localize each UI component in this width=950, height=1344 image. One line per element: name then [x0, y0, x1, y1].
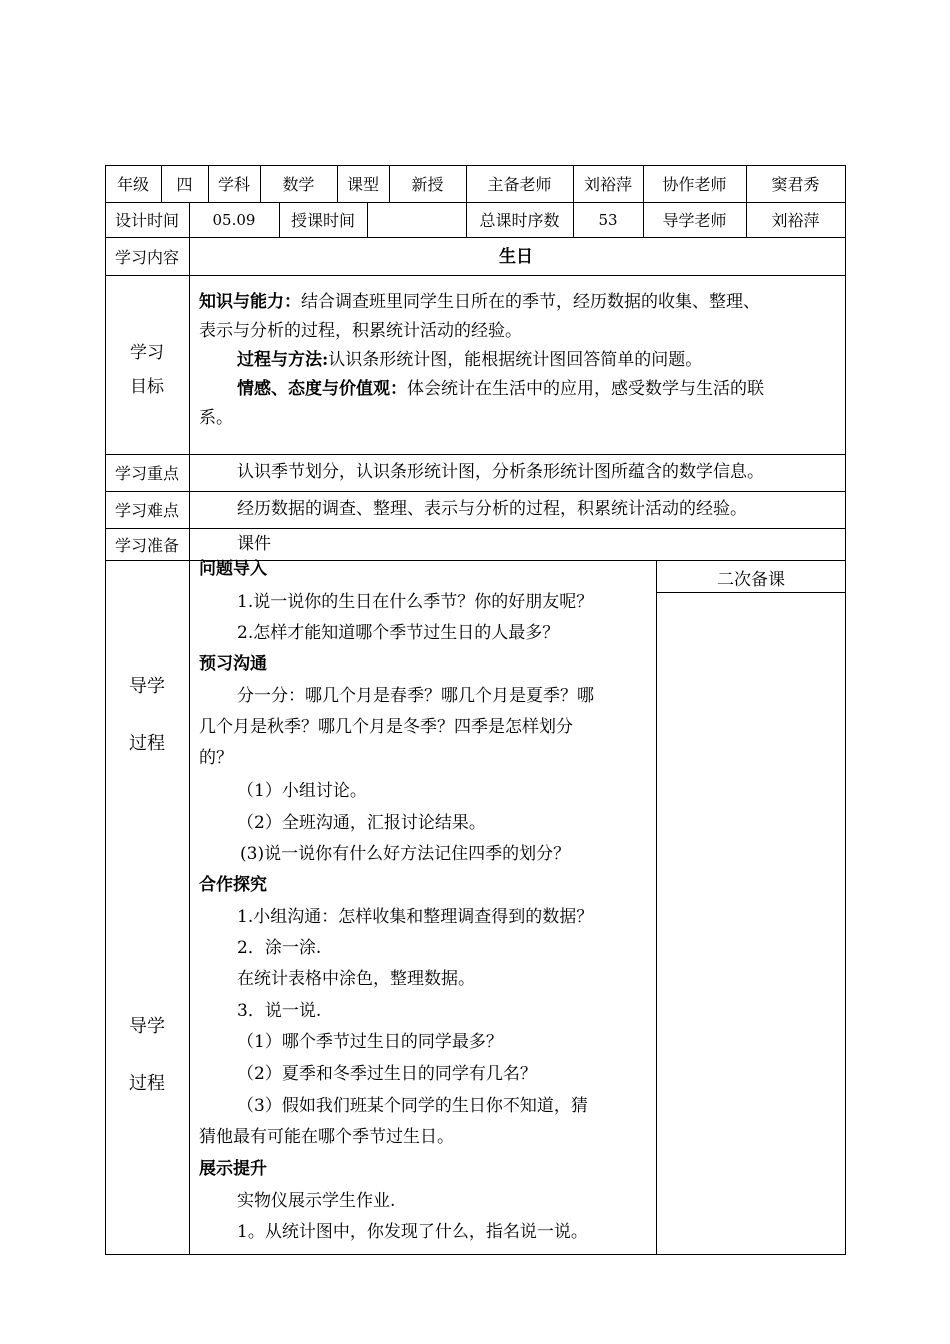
grade-label: 年级 — [116, 175, 149, 194]
process-label-1a: 导学 — [129, 676, 165, 697]
prep-label: 学习准备 — [114, 535, 179, 555]
goal-emotion-text: 体会统计在生活中的应用，感受数学与生活的联 — [407, 379, 764, 399]
goal-process-head: 过程与方法: — [237, 350, 329, 370]
goals-label-1: 学习 — [130, 343, 164, 363]
process-line: （2）夏季和冬季过生日的同学有几名？ — [237, 1064, 537, 1084]
period-value: 53 — [598, 210, 618, 229]
lesson-title: 生日 — [499, 247, 533, 267]
process-line: （3）假如我们班某个同学的生日你不知道，猜 — [237, 1096, 588, 1116]
main-teacher-label: 主备老师 — [487, 175, 552, 194]
difficulty-value: 经历数据的调查、整理、表示与分析的过程，积累统计活动的经验。 — [237, 499, 747, 519]
process-line: 实物仪展示学生作业. — [237, 1191, 396, 1211]
goal-knowledge-line — [199, 287, 760, 318]
focus-label: 学习重点 — [114, 464, 179, 483]
table-border — [656, 592, 846, 593]
process-label-2a: 导学 — [129, 1016, 165, 1037]
process-line: 2．涂一涂. — [237, 938, 322, 958]
table-border — [189, 237, 190, 1255]
goal-process-text: 认识条形统计图，能根据统计图回答简单的问题。 — [328, 350, 703, 370]
process-line: （1）小组讨论。 — [237, 781, 367, 801]
design-time-label: 设计时间 — [114, 211, 179, 230]
design-time-value: 05.09 — [212, 210, 256, 229]
process-line: 在统计表格中涂色，整理数据。 — [237, 969, 475, 989]
co-teacher-label: 协作老师 — [662, 175, 727, 194]
goal-emotion-line — [237, 374, 764, 405]
lesson-type-value: 新授 — [411, 175, 444, 194]
section-heading: 预习沟通 — [199, 654, 267, 674]
process-label-2b: 过程 — [129, 1073, 165, 1094]
process-line: 1.说一说你的生日在什么季节？你的好朋友呢？ — [237, 592, 594, 612]
table-border — [105, 454, 846, 455]
lesson-type-label: 课型 — [346, 175, 379, 194]
teach-time-value — [367, 202, 466, 237]
process-line: 1.小组沟通：怎样收集和整理调查得到的数据？ — [237, 907, 594, 927]
table-border — [105, 528, 846, 529]
table-border — [656, 560, 657, 1255]
second-prep-header: 二次备课 — [717, 569, 785, 590]
period-label: 总课时序数 — [479, 211, 560, 230]
goal-knowledge-text-2: 表示与分析的过程，积累统计活动的经验。 — [199, 321, 522, 341]
subject-label: 学科 — [217, 175, 250, 194]
table-border — [105, 275, 846, 276]
process-line: 的？ — [199, 748, 233, 768]
process-line: （1）哪个季节过生日的同学最多？ — [237, 1032, 503, 1052]
goal-emotion-head: 情感、态度与价值观： — [237, 379, 407, 399]
goal-knowledge-text: 结合调查班里同学生日所在的季节，经历数据的收集、整理、 — [301, 292, 760, 312]
section-heading: 问题导入 — [199, 559, 267, 579]
section-heading: 展示提升 — [199, 1159, 267, 1179]
goal-process-line — [237, 345, 702, 376]
process-line: 分一分：哪几个月是春季？哪几个月是夏季？哪 — [237, 686, 594, 706]
co-teacher-value: 窦君秀 — [771, 175, 820, 194]
table-border — [845, 165, 846, 1255]
process-line: (3)说一说你有什么好方法记住四季的划分？ — [240, 844, 571, 864]
process-line: 3．说一说. — [237, 1001, 322, 1021]
process-line: 1。从统计图中，你发现了什么，指名说一说。 — [237, 1222, 588, 1242]
section-heading: 合作探究 — [199, 875, 267, 895]
goal-knowledge-head: 知识与能力： — [199, 292, 301, 312]
teach-time-label: 授课时间 — [290, 211, 355, 230]
guide-teacher-value: 刘裕萍 — [771, 211, 820, 230]
table-border — [105, 491, 846, 492]
table-border — [105, 237, 846, 238]
process-label-1b: 过程 — [129, 733, 165, 754]
process-line: 2.怎样才能知道哪个季节过生日的人最多？ — [237, 623, 560, 643]
grade-value: 四 — [176, 175, 193, 194]
goals-label-2: 目标 — [130, 377, 164, 397]
subject-value: 数学 — [282, 175, 315, 194]
content-label: 学习内容 — [114, 247, 179, 267]
process-line: （2）全班沟通，汇报讨论结果。 — [237, 813, 486, 833]
main-teacher-value: 刘裕萍 — [583, 175, 632, 194]
goal-emotion-text-2: 系。 — [199, 408, 233, 428]
guide-teacher-label: 导学老师 — [662, 211, 727, 230]
difficulty-label: 学习难点 — [114, 501, 179, 520]
process-line: 猜他最有可能在哪个季节过生日。 — [199, 1127, 454, 1147]
table-border — [105, 1254, 846, 1255]
focus-value: 认识季节划分，认识条形统计图，分析条形统计图所蕴含的数学信息。 — [237, 462, 764, 482]
process-line: 几个月是秋季？哪几个月是冬季？四季是怎样划分 — [199, 717, 573, 737]
prep-value: 课件 — [237, 534, 271, 554]
